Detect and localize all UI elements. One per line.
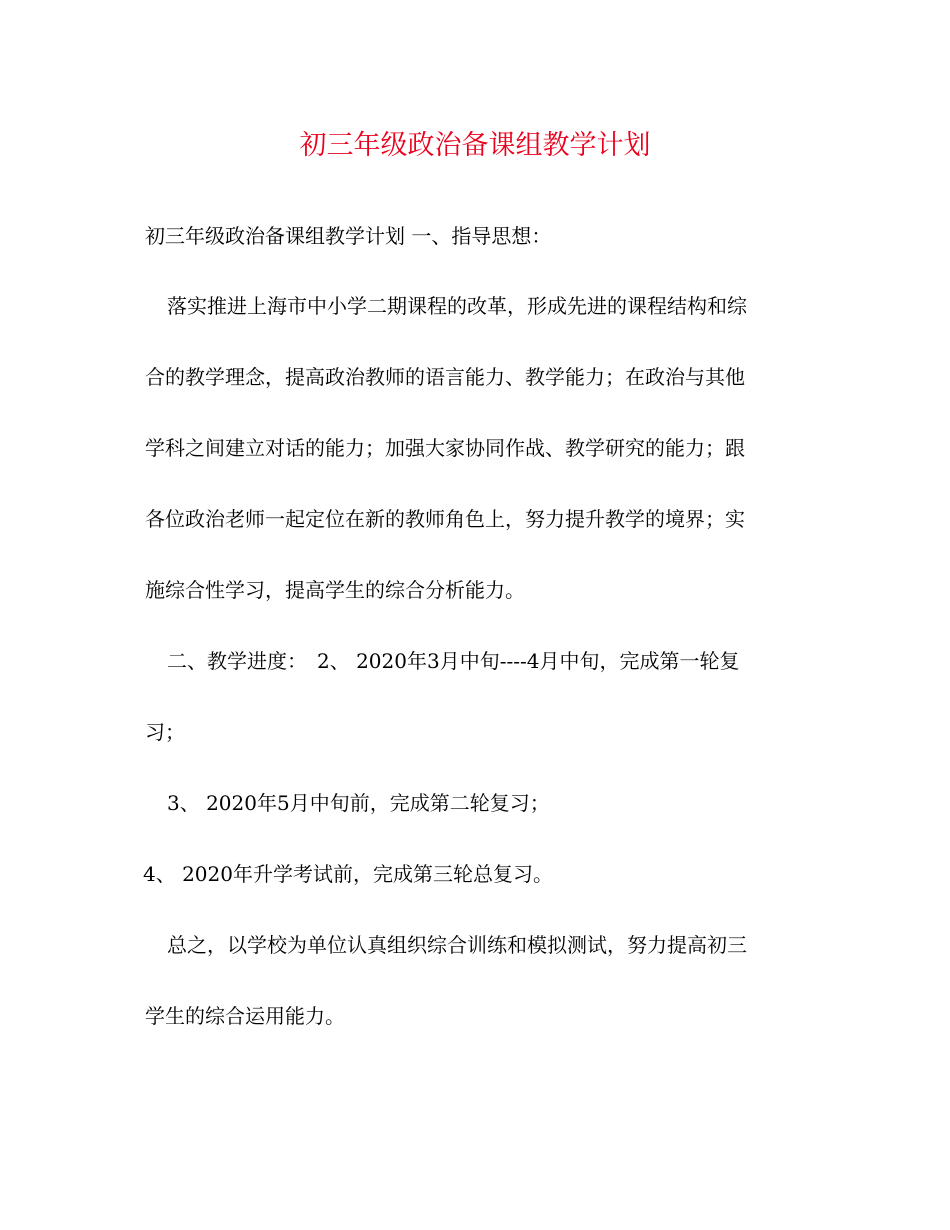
text-line: 各位政治老师一起定位在新的教师角色上，努力提升教学的境界；实 xyxy=(145,507,745,531)
text-line: 习； xyxy=(145,720,185,744)
text-line-paragraph-start: 落实推进上海市中小学二期课程的改革，形成先进的课程结构和综 xyxy=(167,294,747,318)
text-line: 施综合性学习，提高学生的综合分析能力。 xyxy=(145,578,525,602)
text-line-summary: 总之，以学校为单位认真组织综合训练和模拟测试，努力提高初三 xyxy=(167,933,747,957)
text-line: 学生的综合运用能力。 xyxy=(145,1004,345,1028)
text-line-progress: 二、教学进度： 2、 2020年3月中旬----4月中旬，完成第一轮复 xyxy=(167,649,740,673)
text-line: 合的教学理念，提高政治教师的语言能力、教学能力；在政治与其他 xyxy=(145,365,745,389)
text-line-progress-item: 3、 2020年5月中旬前，完成第二轮复习； xyxy=(167,791,550,815)
document-title: 初三年级政治备课组教学计划 xyxy=(299,130,651,161)
text-line: 学科之间建立对话的能力；加强大家协同作战、教学研究的能力；跟 xyxy=(145,436,745,460)
text-line-intro: 初三年级政治备课组教学计划 一、指导思想： xyxy=(145,224,552,248)
text-line-progress-item: 4、 2020年升学考试前，完成第三轮总复习。 xyxy=(143,862,553,886)
